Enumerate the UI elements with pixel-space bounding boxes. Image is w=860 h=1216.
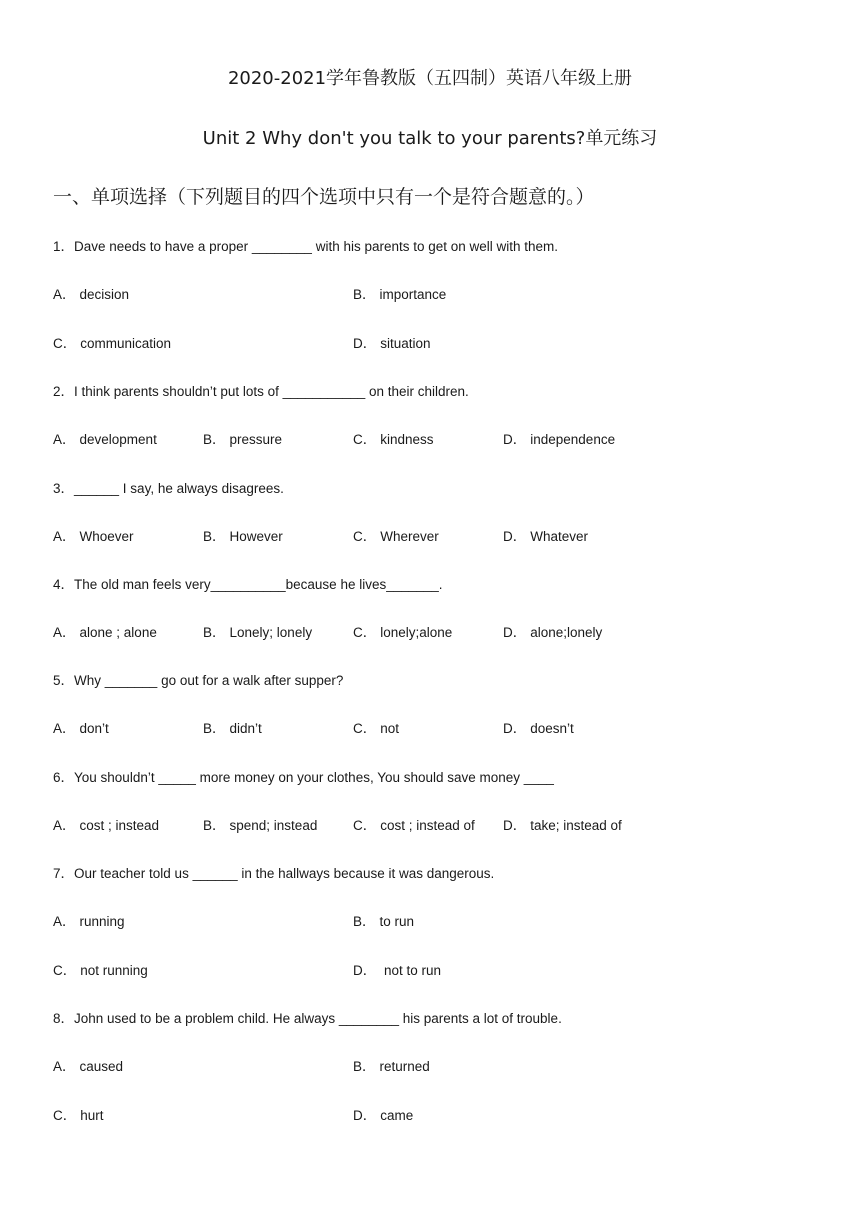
answer-option: [53, 913, 125, 931]
answer-option: [53, 817, 159, 835]
answer-option: [203, 720, 262, 738]
option-letter: D．: [503, 818, 527, 834]
option-text: don’t: [79, 721, 109, 737]
option-text: spend; instead: [229, 818, 318, 834]
option-letter: C．: [353, 818, 377, 834]
option-letter: D．: [503, 625, 527, 641]
option-text: didn’t: [229, 721, 262, 737]
answer-option: [503, 720, 574, 738]
option-text: Whatever: [530, 529, 589, 545]
option-text: importance: [379, 287, 447, 303]
answer-option: [503, 528, 588, 546]
option-letter: D．: [503, 432, 527, 448]
option-letter: B．: [203, 529, 226, 545]
option-text: kindness: [380, 432, 434, 448]
option-letter: D．: [503, 721, 527, 737]
option-letter: D．: [353, 1107, 377, 1123]
option-letter: B．: [353, 287, 376, 303]
option-letter: D．: [503, 529, 527, 545]
document-title: 2020-2021学年鲁教版（五四制）英语八年级上册: [227, 68, 633, 89]
option-text: cost ; instead of: [380, 818, 475, 834]
question-stem: 6．You shouldn’t _____ more money on your clothes, You should save money ____: [53, 770, 554, 785]
answer-option: [53, 720, 109, 738]
option-text: take; instead of: [530, 818, 622, 834]
option-letter: A．: [53, 914, 76, 930]
option-letter: B．: [353, 1059, 376, 1075]
option-text: cost ; instead: [79, 818, 160, 834]
option-text: to run: [379, 914, 415, 930]
question-stem: 8．John used to be a problem child. He always ________ his parents a lot of trouble.: [53, 1011, 562, 1026]
option-letter: C．: [353, 721, 377, 737]
option-letter: B．: [203, 721, 226, 737]
option-letter: D．: [353, 962, 377, 978]
answer-option: [503, 431, 615, 449]
answer-option: [203, 817, 317, 835]
option-text: independence: [530, 432, 616, 448]
option-letter: A．: [53, 625, 76, 641]
question-stem: 1．Dave needs to have a proper ________ with his parents to get on well with them.: [53, 239, 559, 254]
answer-option: [353, 720, 399, 738]
answer-option: [203, 624, 312, 642]
answer-option: [53, 335, 171, 353]
option-text: lonely;alone: [380, 625, 453, 641]
option-letter: A．: [53, 287, 76, 303]
option-letter: C．: [353, 529, 377, 545]
option-text: returned: [379, 1059, 430, 1075]
document-subtitle: Unit 2 Why don't you talk to your parents?单元练习: [202, 128, 658, 149]
answer-option: [353, 431, 434, 449]
section-heading: 一、单项选择（下列题目的四个选项中只有一个是符合题意的。）: [53, 186, 595, 208]
answer-option: [503, 624, 602, 642]
option-letter: A．: [53, 529, 76, 545]
option-letter: A．: [53, 818, 76, 834]
answer-option: [353, 1058, 430, 1076]
option-text: doesn’t: [530, 721, 574, 737]
answer-option: [53, 624, 157, 642]
option-text: development: [79, 432, 157, 448]
option-text: pressure: [229, 432, 283, 448]
option-text: not to run: [380, 962, 442, 978]
answer-option: [53, 1107, 104, 1125]
answer-option: [353, 624, 452, 642]
option-text: alone ; alone: [79, 625, 157, 641]
answer-option: [353, 335, 431, 353]
option-text: running: [79, 914, 125, 930]
answer-option: [53, 431, 157, 449]
option-letter: C．: [53, 962, 77, 978]
question-stem: 3．______ I say, he always disagrees.: [53, 481, 284, 496]
option-letter: C．: [53, 1107, 77, 1123]
option-letter: A．: [53, 721, 76, 737]
option-letter: C．: [353, 625, 377, 641]
option-text: alone;lonely: [530, 625, 603, 641]
answer-option: [53, 528, 134, 546]
answer-option: [353, 1107, 413, 1125]
answer-option: [353, 913, 414, 931]
option-letter: D．: [353, 335, 377, 351]
option-text: hurt: [80, 1107, 104, 1123]
answer-option: [353, 528, 439, 546]
answer-option: [53, 962, 148, 980]
option-text: came: [380, 1107, 414, 1123]
option-letter: B．: [203, 625, 226, 641]
option-letter: C．: [353, 432, 377, 448]
option-letter: C．: [53, 335, 77, 351]
answer-option: [53, 1058, 123, 1076]
answer-option: [353, 962, 441, 980]
option-letter: B．: [203, 432, 226, 448]
option-letter: A．: [53, 432, 76, 448]
answer-option: [203, 431, 282, 449]
answer-option: [353, 817, 475, 835]
answer-option: [203, 528, 283, 546]
question-stem: 5．Why _______ go out for a walk after supper?: [53, 673, 344, 688]
option-text: not running: [80, 962, 148, 978]
option-letter: B．: [353, 914, 376, 930]
option-text: communication: [80, 335, 172, 351]
option-text: situation: [380, 335, 431, 351]
option-letter: A．: [53, 1059, 76, 1075]
option-text: decision: [79, 287, 130, 303]
answer-option: [503, 817, 622, 835]
option-text: Whoever: [79, 529, 134, 545]
option-text: However: [229, 529, 283, 545]
question-stem: 2．I think parents shouldn’t put lots of ___________ on their children.: [53, 384, 469, 399]
answer-option: [53, 286, 129, 304]
question-stem: 7．Our teacher told us ______ in the hallways because it was dangerous.: [53, 866, 495, 881]
answer-option: [353, 286, 446, 304]
option-letter: B．: [203, 818, 226, 834]
option-text: not: [380, 721, 400, 737]
option-text: caused: [79, 1059, 124, 1075]
option-text: Wherever: [380, 529, 439, 545]
option-text: Lonely; lonely: [229, 625, 313, 641]
question-stem: 4．The old man feels very__________because he lives_______.: [53, 577, 443, 592]
